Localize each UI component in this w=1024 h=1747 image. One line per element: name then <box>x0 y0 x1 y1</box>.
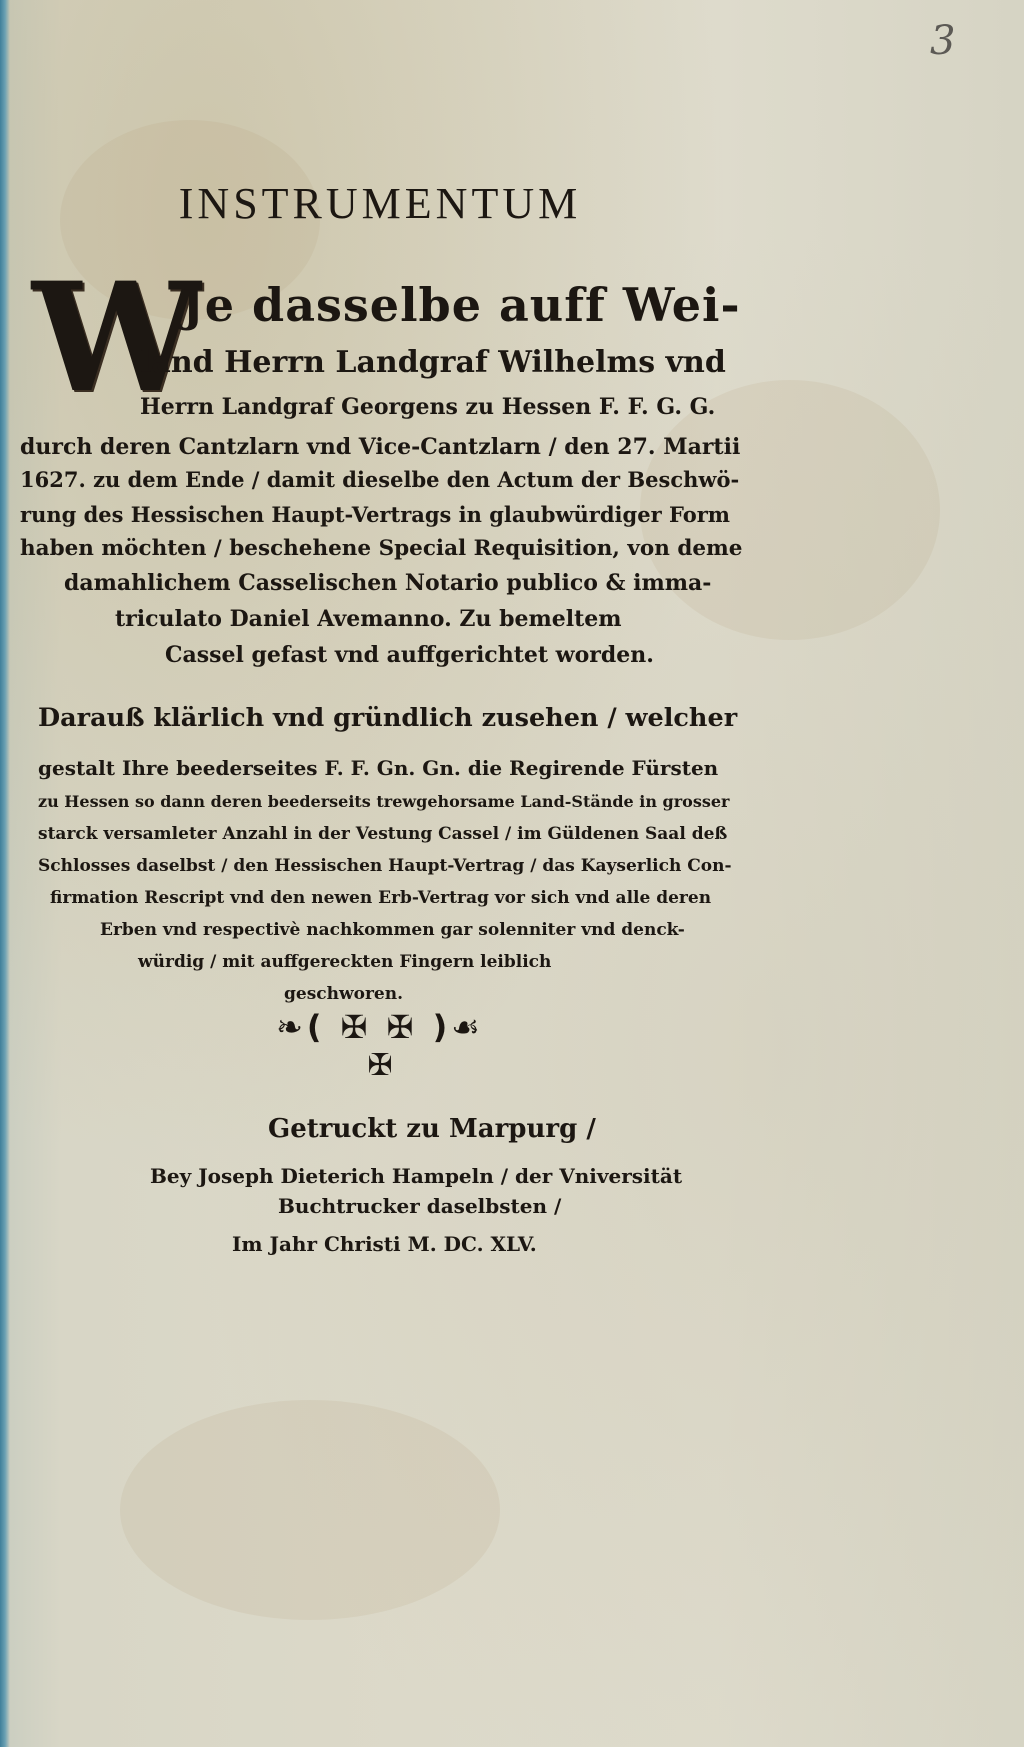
imprint-line: Bey Joseph Dieterich Hampeln / der Vniversität <box>150 1164 683 1188</box>
main-text-line: Je dasselbe auff Wei- <box>182 278 741 332</box>
sub-text-line: firmation Rescript vnd den newen Erb-Vertrag vor sich vnd alle deren <box>50 888 712 908</box>
main-text-line: rung des Hessischen Haupt-Vertrags in glaubwürdiger Form <box>20 502 731 527</box>
imprint-line: Im Jahr Christi M. DC. XLV. <box>232 1232 537 1256</box>
page-title: INSTRUMENTUM <box>178 179 582 228</box>
main-text-line: 1627. zu dem Ende / damit dieselbe den Actum der Beschwö- <box>20 467 740 492</box>
main-text-line: durch deren Cantzlarn vnd Vice-Cantzlarn / den 27. Martii <box>20 434 741 460</box>
sub-text-line: Darauß klärlich vnd gründlich zusehen / welcher <box>38 703 738 733</box>
sub-text-line: gestalt Ihre beederseites F. F. Gn. Gn. die Regirende Fürsten <box>38 756 719 780</box>
main-text-line: Herrn Landgraf Georgens zu Hessen F. F. G. G. <box>140 394 716 420</box>
sub-text-line: Schlosses daselbst / den Hessischen Haupt-Vertrag / das Kayserlich Con- <box>38 856 732 876</box>
main-text-line: triculato Daniel Avemanno. Zu bemeltem <box>115 606 622 632</box>
sub-text-line: zu Hessen so dann deren beederseits trewgehorsame Land-Stände in grosser <box>38 792 730 811</box>
decorated-initial: W <box>32 250 201 426</box>
sub-text-line: geschworen. <box>284 984 404 1004</box>
main-text-line: haben möchten / beschehene Special Requisition, von deme <box>20 536 743 561</box>
imprint-line: Buchtrucker daselbsten / <box>278 1194 562 1218</box>
sub-text-line: Erben vnd respectivè nachkommen gar solenniter vnd denck- <box>100 920 685 940</box>
folio-number: 3 <box>930 18 956 64</box>
main-text-line: damahlichem Casselischen Notario publico & imma- <box>64 570 712 596</box>
scan-edge <box>0 0 10 1747</box>
sub-text-line: starck versamleter Anzahl in der Vestung Cassel / im Güldenen Saal deß <box>38 824 728 844</box>
cross-ornament: ✠ <box>367 1048 393 1083</box>
ornament-row: ❧( ✠ ✠ )☙ <box>276 1008 484 1046</box>
sub-text-line: würdig / mit auffgereckten Fingern leiblich <box>138 952 552 972</box>
paper-stain <box>120 1400 500 1620</box>
main-text-line: Cassel gefast vnd auffgerichtet worden. <box>165 642 654 668</box>
imprint-line: Getruckt zu Marpurg / <box>268 1114 596 1144</box>
printer-ornament <box>260 1008 500 1083</box>
main-text-line: land Herrn Landgraf Wilhelms vnd <box>140 345 726 380</box>
